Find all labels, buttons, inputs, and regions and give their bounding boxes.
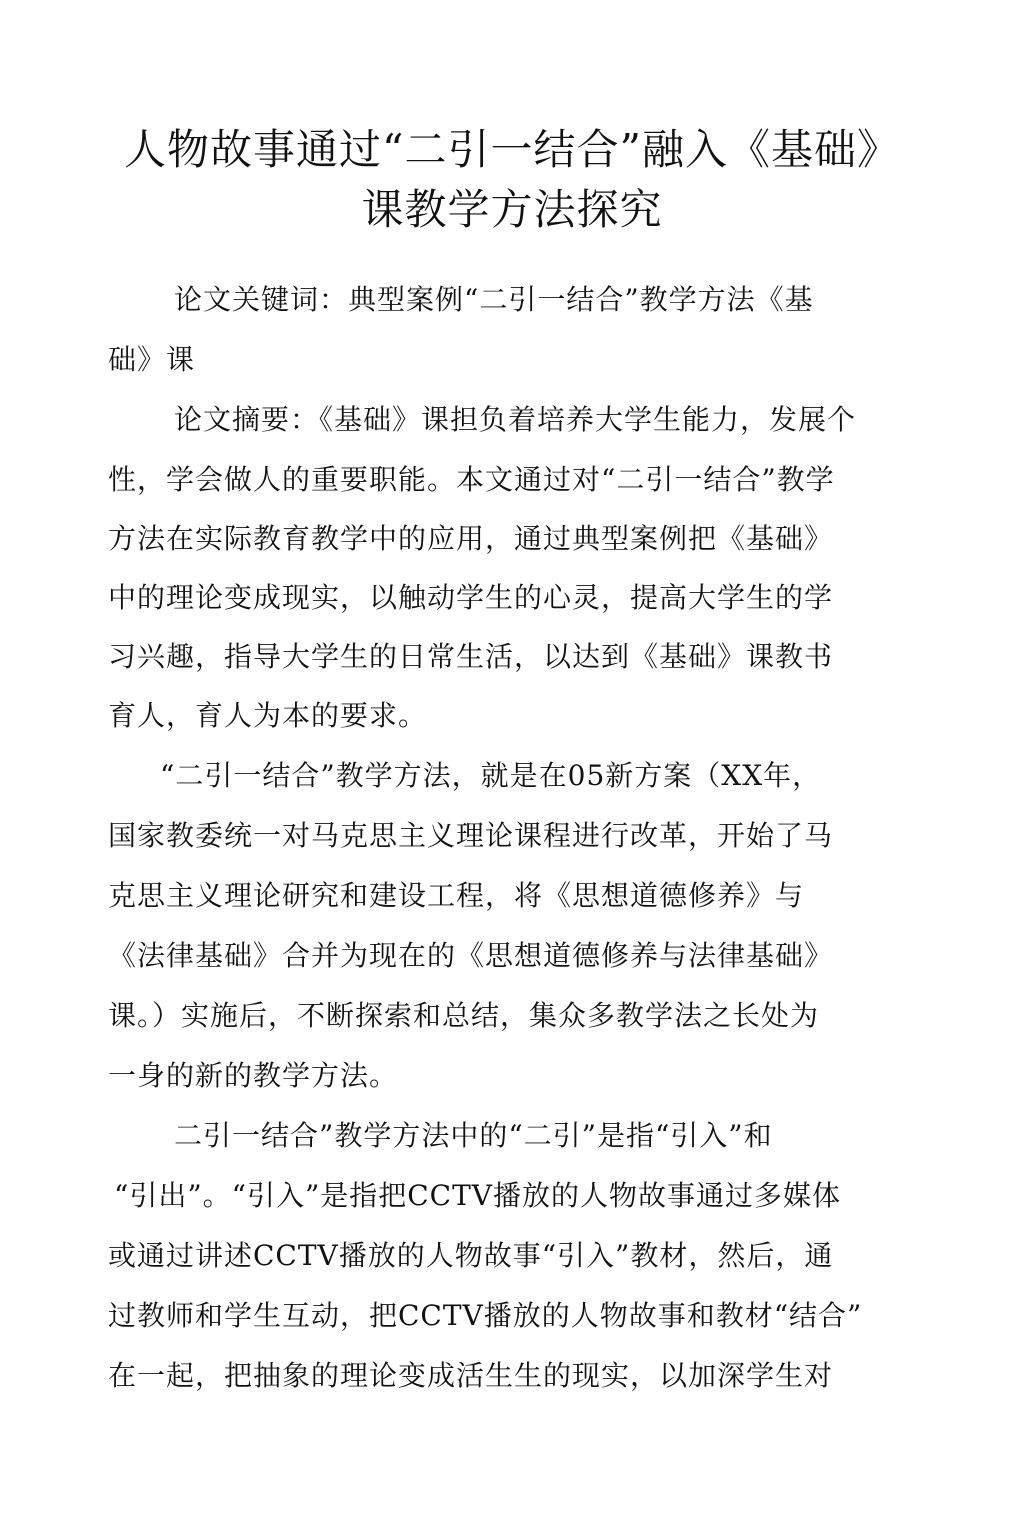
- abstract-line-2: 性，学会做人的重要职能。本文通过对“二引一结合”教学: [108, 463, 835, 496]
- abstract-line-4: 中的理论变成现实，以触动学生的心灵，提高大学生的学: [108, 581, 834, 614]
- title-line-1: 人物故事通过“二引一结合”融入《基础》: [124, 125, 900, 175]
- definition-line-4: 过教师和学生互动，把CCTV播放的人物故事和教材“结合”: [108, 1299, 863, 1332]
- keywords-line-1: 论文关键词：典型案例“二引一结合”教学方法《基: [174, 283, 814, 316]
- method-line-5: 课。）实施后，不断探索和总结，集众多教学法之长处为: [108, 999, 820, 1032]
- document-title: [80, 120, 944, 240]
- method-line-2: 国家教委统一对马克思主义理论课程进行改革，开始了马: [108, 819, 834, 852]
- method-line-3: 克思主义理论研究和建设工程，将《思想道德修养》与: [108, 879, 805, 912]
- definition-line-2: “引出”。“引入”是指把CCTV播放的人物故事通过多媒体: [114, 1179, 842, 1212]
- definition-line-3: 或通过讲述CCTV播放的人物故事“引入”教材，然后，通: [108, 1239, 834, 1272]
- abstract-line-6: 育人，育人为本的要求。: [108, 699, 428, 732]
- method-line-4: 《法律基础》合并为现在的《思想道德修养与法律基础》: [108, 939, 834, 972]
- definition-line-5: 在一起，把抽象的理论变成活生生的现实，以加深学生对: [108, 1359, 834, 1392]
- abstract-line-5: 习兴趣，指导大学生的日常生活，以达到《基础》课教书: [108, 640, 834, 673]
- method-line-1: “二引一结合”教学方法，就是在05新方案（XX年，: [160, 759, 822, 792]
- abstract-line-3: 方法在实际教育教学中的应用，通过典型案例把《基础》: [108, 522, 834, 555]
- method-line-6: 一身的新的教学方法。: [108, 1059, 399, 1092]
- keywords-line-2: 础》课: [108, 343, 196, 376]
- definition-line-1: 二引一结合”教学方法中的“二引”是指“引入”和: [174, 1119, 773, 1152]
- abstract-line-1: 论文摘要：《基础》课担负着培养大学生能力，发展个: [174, 403, 857, 436]
- title-line-2: 课教学方法探究: [361, 185, 663, 235]
